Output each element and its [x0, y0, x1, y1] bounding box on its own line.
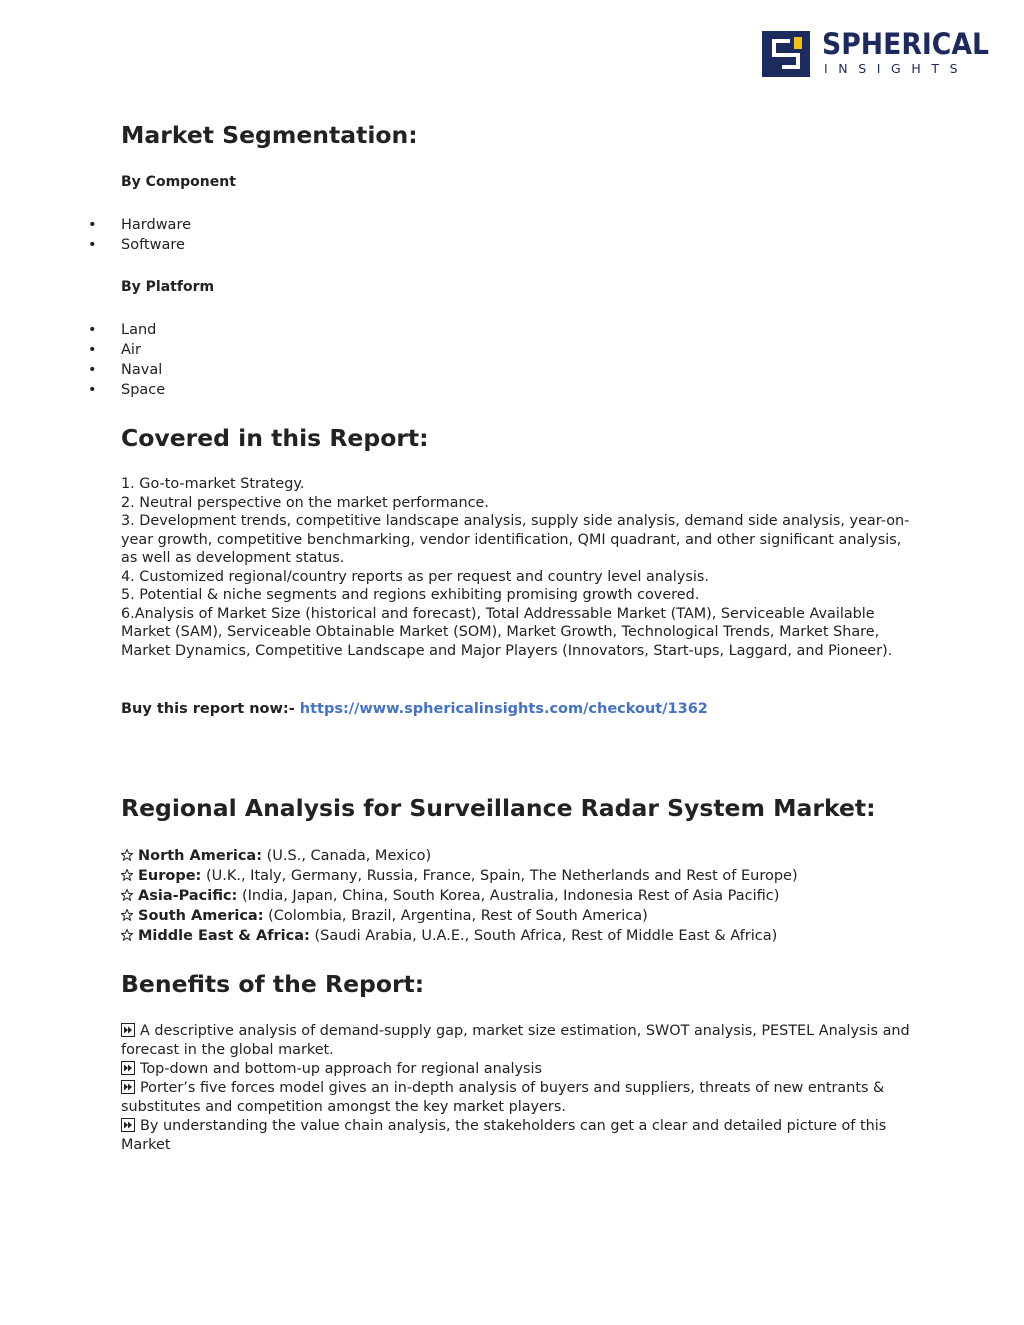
star-icon: [121, 889, 133, 901]
buy-line: [121, 700, 708, 718]
list-item: 2. Neutral perspective on the market performance.: [121, 494, 489, 511]
star-icon: [121, 869, 133, 881]
list-item: [121, 846, 431, 866]
covered-title: Covered in this Report:: [121, 424, 429, 452]
fast-forward-box-icon: [121, 1023, 135, 1037]
list-item: 1. Go-to-market Strategy.: [121, 476, 305, 492]
list-item: [121, 886, 779, 906]
list-item: 6.Analysis of Market Size (historical and forecast), Total Addressable Market (TAM), Serviceable Available Market (SAM), Serviceable Obtainable Market (SOM), Market Growth, Technological Trends, Market Share, Market Dynamics, Competitive Landscape and Major Players (Innovators, Start-ups, Laggard, and Pioneer).: [121, 605, 893, 659]
segmentation-title: Market Segmentation:: [121, 121, 418, 149]
star-icon: [121, 929, 133, 941]
buy-label: Buy this report now:-: [121, 701, 295, 717]
region-countries: (India, Japan, China, South Korea, Australia, Indonesia Rest of Asia Pacific): [241, 888, 780, 904]
brand-name: SPHERICAL: [822, 27, 990, 61]
brand-logo: [762, 27, 990, 78]
benefits-list: [121, 1022, 921, 1155]
star-icon: [121, 909, 133, 921]
region-countries: (U.S., Canada, Mexico): [266, 848, 432, 864]
list-item: By understanding the value chain analysis, the stakeholders can get a clear and detailed picture of this Market: [121, 1118, 887, 1153]
region-name: North America:: [138, 848, 263, 864]
region-name: South America:: [138, 908, 264, 924]
star-icon: [121, 849, 133, 861]
segment-group-label: By Component: [121, 174, 236, 190]
region-name: Middle East & Africa:: [138, 928, 310, 944]
region-countries: (U.K., Italy, Germany, Russia, France, Spain, The Netherlands and Rest of Europe): [205, 868, 798, 884]
fast-forward-box-icon: [121, 1061, 135, 1075]
benefits-title: Benefits of the Report:: [121, 970, 425, 998]
brand-subtitle: INSIGHTS: [824, 61, 969, 76]
list-item: [121, 866, 798, 886]
list-item: Top-down and bottom-up approach for regional analysis: [121, 1060, 921, 1079]
checkout-link[interactable]: https://www.sphericalinsights.com/checkout/1362: [299, 701, 708, 717]
list-item: 4. Customized regional/country reports as per request and country level analysis.: [121, 568, 709, 585]
region-countries: (Colombia, Brazil, Argentina, Rest of South America): [268, 908, 648, 924]
list-item: [121, 906, 648, 926]
regional-title: Regional Analysis for Surveillance Radar System Market:: [121, 794, 876, 822]
list-item: Porter’s five forces model gives an in-depth analysis of buyers and suppliers, threats of new entrants & substitutes and competition amongst the key market players.: [121, 1080, 885, 1115]
region-name: Europe:: [138, 868, 202, 884]
fast-forward-box-icon: [121, 1080, 135, 1094]
list-item: 3. Development trends, competitive landscape analysis, supply side analysis, demand side analysis, year-on-year growth, competitive benchmarking, vendor identification, QMI quadrant, and other significant analysis, as well as development status.: [121, 513, 910, 566]
list-item: [121, 926, 777, 946]
region-name: Asia-Pacific:: [138, 888, 238, 904]
fast-forward-box-icon: [121, 1118, 135, 1132]
region-countries: (Saudi Arabia, U.A.E., South Africa, Rest of Middle East & Africa): [314, 928, 778, 944]
covered-list: [121, 475, 911, 660]
segment-group-label: By Platform: [121, 279, 215, 295]
logo-mark-icon: [762, 31, 810, 77]
list-item: 5. Potential & niche segments and regions exhibiting promising growth covered.: [121, 587, 700, 603]
list-item: A descriptive analysis of demand-supply gap, market size estimation, SWOT analysis, PESTEL Analysis and forecast in the global market.: [121, 1023, 910, 1058]
